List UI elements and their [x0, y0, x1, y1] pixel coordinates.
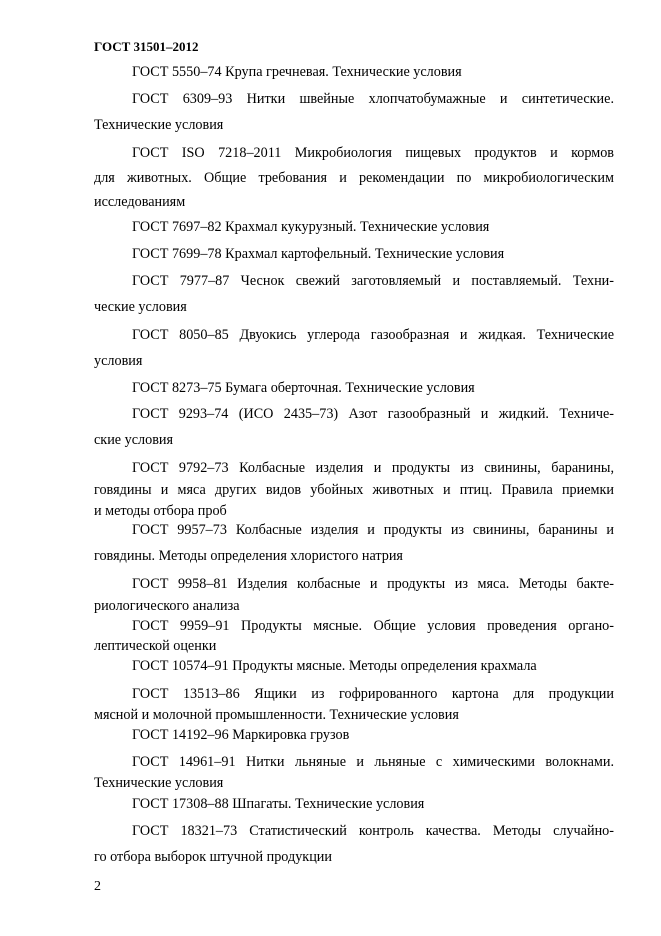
ref-line: ГОСТ 7697–82 Крахмал кукурузный. Технические условия: [132, 219, 490, 235]
ref-line: ГОСТ 9959–91 Продукты мясные. Общие условия проведения органо-: [132, 618, 614, 634]
page-number: 2: [94, 879, 101, 894]
ref-line: говядины и мяса других видов убойных животных и птиц. Правила приемки: [94, 482, 614, 498]
ref-line: ГОСТ 18321–73 Статистический контроль качества. Методы случайно-: [132, 823, 614, 839]
ref-line: говядины. Методы определения хлористого натрия: [94, 548, 403, 564]
ref-line: ГОСТ 13513–86 Ящики из гофрированного картона для продукции: [132, 686, 614, 702]
ref-line: ГОСТ 9293–74 (ИСО 2435–73) Азот газообразный и жидкий. Техниче-: [132, 406, 614, 422]
ref-line: Технические условия: [94, 117, 224, 133]
ref-line: для животных. Общие требования и рекомендации по микробиологическим: [94, 170, 614, 186]
ref-line: ГОСТ 5550–74 Крупа гречневая. Технические условия: [132, 64, 462, 80]
ref-line: ГОСТ 10574–91 Продукты мясные. Методы определения крахмала: [132, 658, 537, 674]
ref-line: ГОСТ 14961–91 Нитки льняные и льняные с химическими волокнами.: [132, 754, 614, 770]
ref-line: исследованиям: [94, 194, 186, 210]
ref-line: ГОСТ 14192–96 Маркировка грузов: [132, 727, 350, 743]
ref-line: лептической оценки: [94, 638, 217, 654]
ref-line: ГОСТ 6309–93 Нитки швейные хлопчатобумажные и синтетические.: [132, 91, 614, 107]
ref-line: Технические условия: [94, 775, 224, 791]
ref-line: ГОСТ 9957–73 Колбасные изделия и продукты из свинины, баранины и: [132, 522, 614, 538]
ref-line: и методы отбора проб: [94, 503, 227, 519]
ref-line: ГОСТ 9958–81 Изделия колбасные и продукты из мяса. Методы бакте-: [132, 576, 614, 592]
ref-line: риологического анализа: [94, 598, 240, 614]
ref-line: ГОСТ 8273–75 Бумага оберточная. Технические условия: [132, 380, 475, 396]
ref-line: го отбора выборок штучной продукции: [94, 849, 332, 865]
ref-line: условия: [94, 353, 143, 369]
ref-line: ческие условия: [94, 299, 187, 315]
ref-line: ГОСТ 17308–88 Шпагаты. Технические условия: [132, 796, 425, 812]
ref-line: ГОСТ 9792–73 Колбасные изделия и продукты из свинины, баранины,: [132, 460, 614, 476]
ref-line: ГОСТ 7699–78 Крахмал картофельный. Технические условия: [132, 246, 505, 262]
ref-line: ГОСТ 8050–85 Двуокись углерода газообразная и жидкая. Технические: [132, 327, 614, 343]
ref-line: ГОСТ ISO 7218–2011 Микробиология пищевых продуктов и кормов: [132, 145, 614, 161]
document-header: ГОСТ 31501–2012: [94, 39, 199, 54]
ref-line: ские условия: [94, 432, 174, 448]
ref-line: мясной и молочной промышленности. Технические условия: [94, 707, 459, 723]
ref-line: ГОСТ 7977–87 Чеснок свежий заготовляемый и поставляемый. Техни-: [132, 273, 614, 289]
